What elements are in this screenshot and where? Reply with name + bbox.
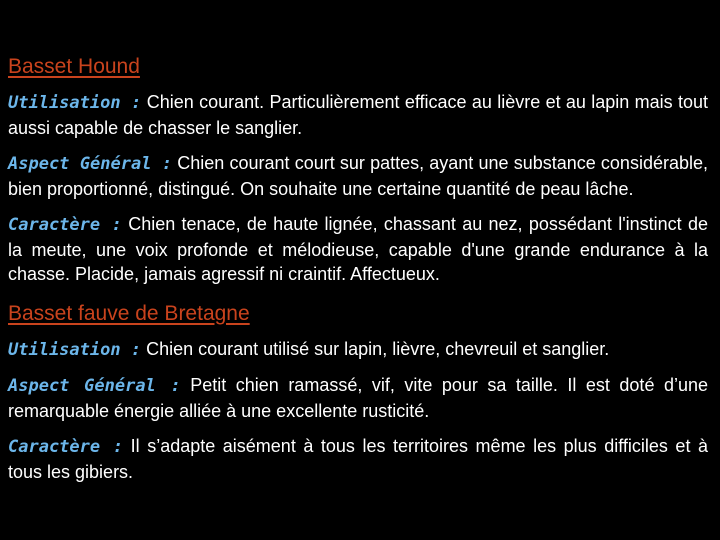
text: Il s’adapte aisément à tous les territoires même les plus difficiles et à tous les gibiers. bbox=[8, 436, 708, 482]
label: Aspect Général : bbox=[8, 376, 181, 396]
text: Petit chien ramassé, vif, vite pour sa taille. Il est doté d’une remarquable énergie alliée à une excellente rusticité. bbox=[8, 375, 708, 421]
label: Utilisation : bbox=[8, 339, 142, 360]
paragraph-aspect bbox=[8, 373, 708, 423]
paragraph-aspect bbox=[8, 151, 708, 201]
paragraph-caractere bbox=[8, 434, 708, 484]
paragraph-utilisation bbox=[8, 90, 708, 140]
text: Chien courant court sur pattes, ayant une substance considérable, bien proportionné, distingué. On souhaite une certaine quantité de peau lâche. bbox=[8, 153, 708, 199]
label: Utilisation : bbox=[8, 93, 142, 113]
section-title-basset-hound: Basset Hound bbox=[8, 55, 140, 78]
label: Aspect Général : bbox=[8, 154, 173, 174]
label: Caractère : bbox=[8, 215, 122, 235]
label: Caractère : bbox=[8, 437, 124, 457]
section-title-basset-fauve: Basset fauve de Bretagne bbox=[8, 301, 250, 325]
document-body bbox=[8, 54, 708, 484]
text: Chien courant utilisé sur lapin, lièvre, chevreuil et sanglier. bbox=[141, 338, 610, 359]
text: Chien tenace, de haute lignée, chassant au nez, possédant l'instinct de la meute, une voix profonde et mélodieuse, capable d'une grande endurance à la chasse. Placide, jamais agressif ni craintif. Affectueux. bbox=[8, 214, 708, 284]
paragraph-caractere bbox=[8, 212, 708, 287]
paragraph-utilisation bbox=[8, 337, 708, 363]
text: Chien courant. Particulièrement efficace au lièvre et au lapin mais tout aussi capable de chasser le sanglier. bbox=[8, 92, 708, 138]
